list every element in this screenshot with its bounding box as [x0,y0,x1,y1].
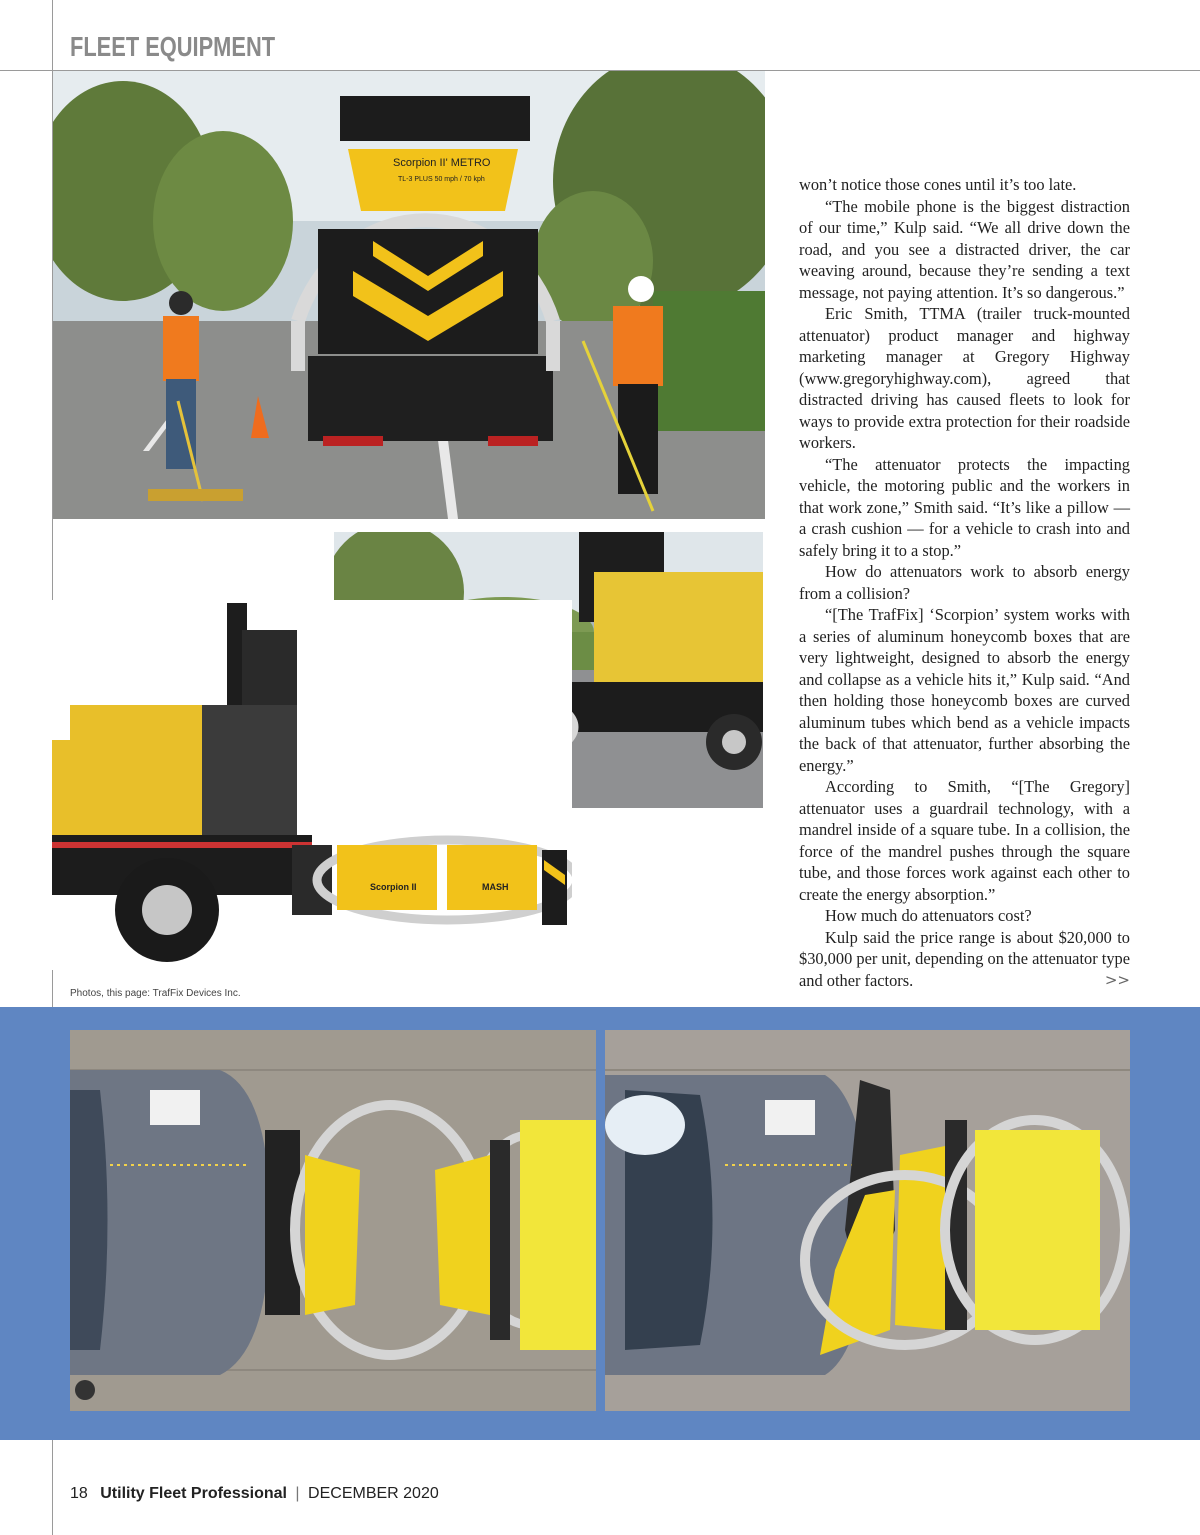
footer-separator: | [295,1485,300,1502]
article-paragraph: “The mobile phone is the biggest distraction of our time,” Kulp said. “We all drive down the road, and you see a distracted driver, the car weaving around, because they’re sending a text message, not paying attention. It’s so dangerous.” [799,196,1130,302]
magazine-title: Utility Fleet Professional [100,1485,287,1502]
article-paragraph: “The attenuator protects the impacting vehicle, the motoring public and the workers in that work zone,” Smith said. “It’s like a pillow — a crash cushion — for a vehicle to crash into and safely bring it to a stop.” [799,454,1130,560]
article-paragraph: How do attenuators work to absorb energy from a collision? [799,562,1130,603]
photo-credit: Photos, this page: TrafFix Devices Inc. [70,988,241,999]
article-paragraph: How much do attenuators cost? [825,906,1032,925]
scorpion-sign-subtitle: TL-3 PLUS 50 mph / 70 kph [398,176,485,183]
continued-marker: >> [1104,970,1130,989]
scorpion-sign-title: Scorpion II' METRO [393,157,491,169]
article-paragraph: “[The TrafFix] ‘Scorpion’ system works with a series of aluminum honeycomb boxes that are very lightweight, designed to absorb the energy and collapse as a vehicle hits it,” Kulp said. “And then holding those honeycomb boxes are curved aluminum tubes which bend as a vehicle impacts the back of that attenuator, further absorbing the energy.” [799,605,1130,775]
photo-truck-attenuator-workers [53,71,765,519]
photo-truck-side-attenuator [52,600,572,970]
article-column [799,174,1130,991]
article-paragraph: Eric Smith, TTMA (trailer truck-mounted attenuator) product manager and highway marketing manager at Gregory Highway (www.gregoryhighway.com), agreed that distracted driving has caused fleets to look for ways to provide extra protection for their roadside workers. [799,304,1130,452]
issue-date: DECEMBER 2020 [308,1485,439,1502]
section-label: FLEET EQUIPMENT [70,31,276,62]
photo-crash-test-impact [605,1030,1130,1411]
page-footer [70,1485,439,1503]
attenuator-label-scorpion: Scorpion II [370,882,417,892]
article-paragraph-text: Kulp said the price range is about $20,000 to $30,000 per unit, depending on the attenuator type and other factors. [799,927,1130,990]
page-number: 18 [70,1485,88,1502]
attenuator-label-mash: MASH [482,882,509,892]
photo-crash-test-before [70,1030,596,1411]
article-paragraph: According to Smith, “[The Gregory] attenuator uses a guardrail technology, with a mandrel inside of a square tube. In a collision, the force of the mandrel pushes through the square tube, and those forces work against each other to create the energy absorption.” [799,777,1130,904]
article-paragraph-last [799,927,1130,992]
article-paragraph: won’t notice those cones until it’s too late. [799,175,1077,194]
